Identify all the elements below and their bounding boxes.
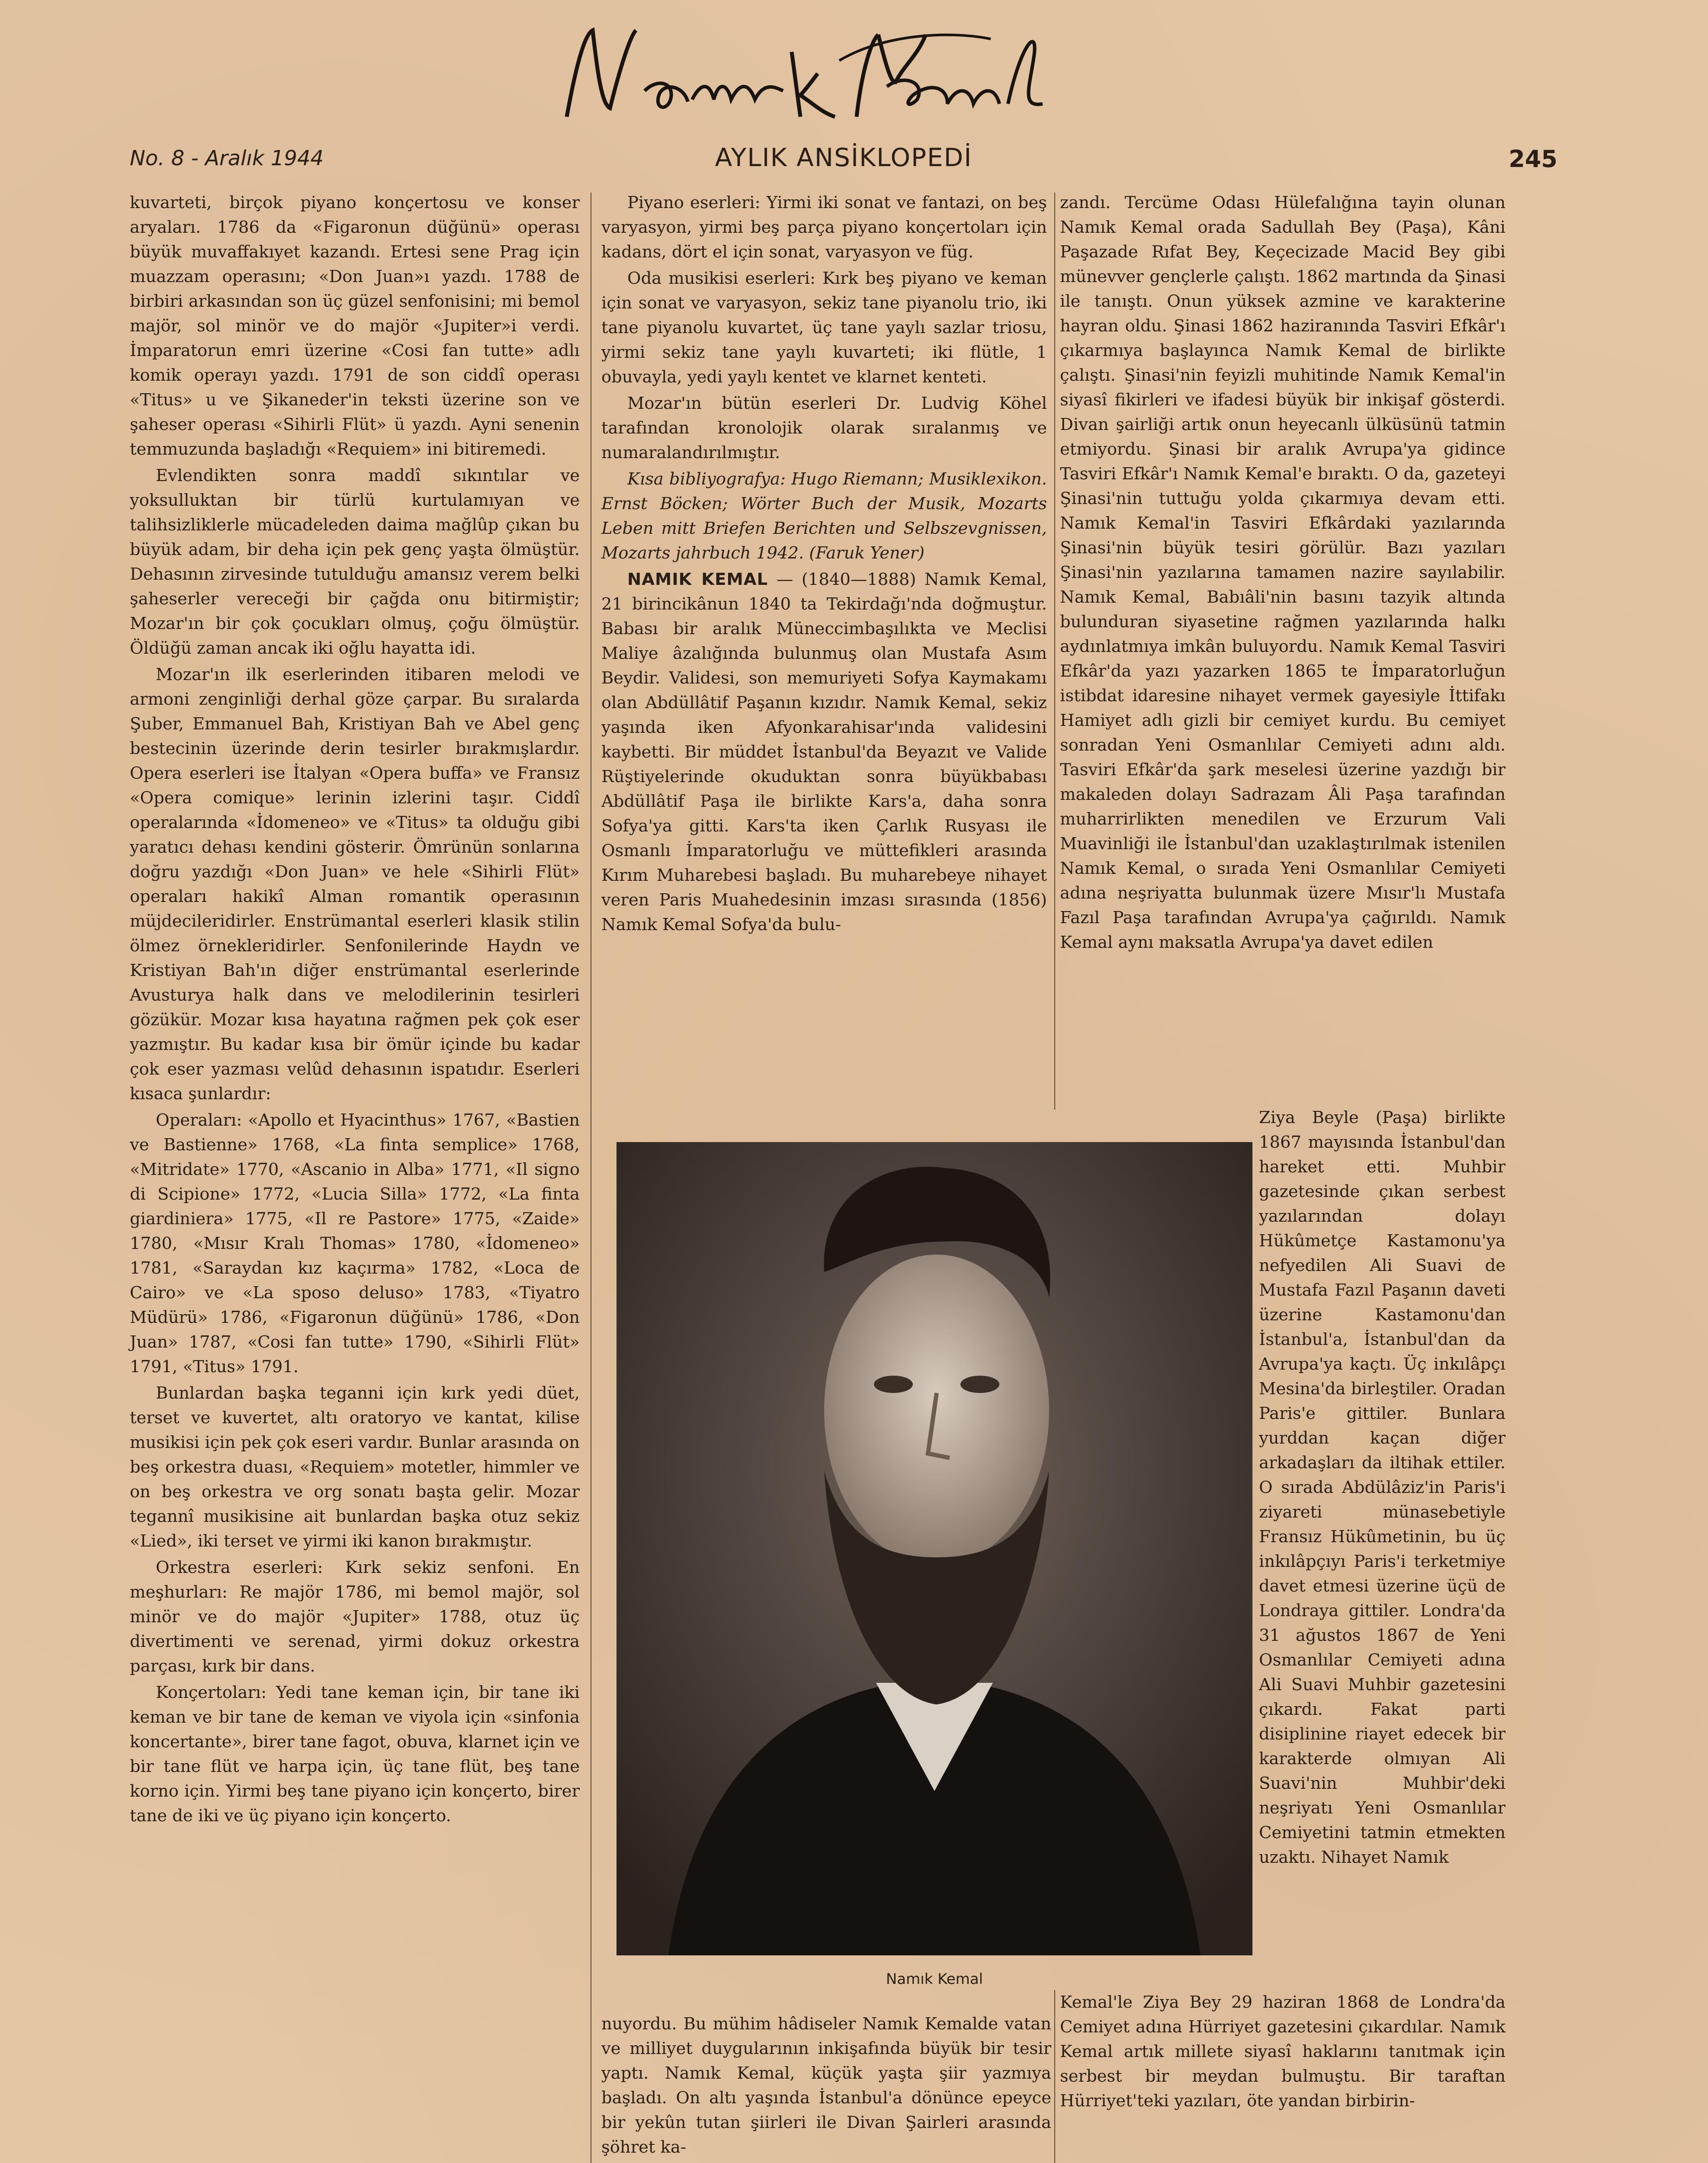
bibliography: Kısa bibliyografya: Hugo Riemann; Musiklexikon. Ernst Böcken; Wörter Buch der Musik, Mozarts Leben mitt Briefen Berichten und Selbszevgnissen, Mozarts jahrbuch 1942. (Faruk Yener) (601, 469, 1047, 563)
paragraph: Ziya Beyle (Paşa) birlikte 1867 mayısında İstanbul'dan hareket etti. Muhbir gazetesinde çıkan serbest yazılarından dolayı Hükûmetçe Kastamonu'ya nefyedilen Ali Suavi de Mustafa Fazıl Paşanın daveti üzerine Kastamonu'dan İstanbul'a, İstanbul'dan da Avrupa'ya kaçtı. Üç inkılâpçı Mesina'da birleştiler. Oradan Paris'e gittiler. Bunlara yurddan kaçan diğer arkadaşları da iltihak ettiler. O sırada Abdülâziz'in Paris'i ziyareti münasebetiyle Fransız Hükûmetinin, bu üç inkılâpçıyı Paris'i terketmiye davet etmesi üzerine üçü de Londraya gittiler. Londra'da 31 ağustos 1867 de Yeni Osmanlılar Cemiyeti adına Ali Suavi Muhbir gazetesini çıkardı. Fakat parti disiplinine riayet edecek bir karakterde olmıyan Ali Suavi'nin Muhbir'deki neşriyatı Yeni Osmanlılar Cemiyetini tatmin etmekten uzaktı. Nihayet Namık (1259, 1108, 1506, 1867)
paragraph: zandı. Tercüme Odası Hülefalığına tayin olunan Namık Kemal orada Sadullah Bey (Paşa), Kâni Paşazade Rıfat Bey, Keçecizade Macid Bey gibi münevver gençlerle çalıştı. 1862 martında da Şinasi ile tanıştı. Onun yüksek azmine ve karakterine hayran oldu. Şinasi 1862 haziranında Tasviri Efkâr'ı çıkarmıya başlayınca Namık Kemal de birlikte çalıştı. Şinasi'nin feyizli muhitinde Namık Kemal'in siyasî fikirleri ve ifadesi büyük bir inkişaf gösterdi. Divan şairliği artık onun heyecanlı ülküsünü tatmin etmiyordu. Şinasi bir aralık Avrupa'ya gidince Tasviri Efkâr'ı Namık Kemal'e bıraktı. O da, gazeteyi Şinasi'nin tuttuğu yolda çıkarmıya devam etti. Namık Kemal'in Tasviri Efkârdaki yazılarında Şinasi'nin büyük tesiri görülür. Bazı yazıları Şinasi'nin yazılarına tamamen nazire sayılabilir. Namık Kemal, Babıâli'nin basını tazyik altında bulunduran siyasetine rağmen yazılarında halkı aydınlatmıya imkân buluyordu. Namık Kemal Tasviri Efkâr'da yazı yazarken 1865 te İmparatorluğun istibdat idaresine nihayet vermek gayesiyle İttifakı Hamiyet adlı gizli bir cemiyet kurdu. Bu cemiyet sonradan Yeni Osmanlılar Cemiyeti adını aldı. Tasviri Efkâr'da şark meselesi üzerine yazdığı bir makaleden dolayı Sadrazam Âli Paşa tarafından muharrirlikten menedilen ve Erzurum Vali Muavinliği ile İstanbul'dan uzaklaştırılmak istenilen Namık Kemal, o sırada Yeni Osmanlılar Cemiyeti adına neşriyatta bulunmak üzere Mısır'lı Mustafa Fazıl Paşa tarafından Avrupa'ya çağırıldı. Namık Kemal aynı maksatla Avrupa'ya davet edilen (1060, 193, 1506, 952)
paragraph: Mozar'ın bütün eserleri Dr. Ludvig Köhel tarafından kronolojik olarak sıralanmış ve numaralandırılmıştır. (601, 394, 1047, 462)
issue-label: No. 8 - Aralık 1944 (130, 146, 324, 170)
paragraph: Orkestra eserleri: Kırk sekiz senfoni. En meşhurları: Re majör 1786, mi bemol majör, sol minör ve do majör «Jupiter» 1788, otuz üç divertimenti ve serenad, yirmi dokuz orkestra parçası, kırk bir dans. (130, 1558, 580, 1676)
page-number: 245 (1509, 145, 1557, 173)
paragraph: Evlendikten sonra maddî sıkıntılar ve yoksulluktan bir türlü kurtulamıyan ve talihsizliklerle mücadeleden daima mağlûp çıkan bu büyük adam, bir deha için pek genç yaşta ölmüştür. Dehasının zirvesinde tutulduğu amansız verem belki şaheserler vereceği bir çağda onu bitirmiştir; Mozar'ın bir çok çocukları olmuş, çoğu ölmüştür. Öldüğü zaman ancak iki oğlu hayatta idi. (130, 466, 580, 658)
article-text: Namık Kemal, 21 birincikânun 1840 ta Tekirdağı'nda doğmuştur. Babası bir aralık Müneccimbaşılıkta ve Meclisi Maliye âzalığında bulunmuş olan Mustafa Asım Beydir. Validesi, son memuriyeti Sofya Kaymakamı olan Abdüllâtif Paşanın kızıdır. Namık Kemal, sekiz yaşında iken Afyonkarahisar'ında validesini kaybetti. Bir müddet İstanbul'da Beyazıt ve Valide Rüştiyelerinde okuduktan sonra büyükbabası Abdüllâtif Paşa ile birlikte Kars'a, daha sonra Sofya'ya gitti. Kars'ta iken Çarlık Rusyası ile Osmanlı İmparatorluğu ve müttefikleri arasında Kırım Muharebesi başladı. Bu muharebeye nihayet veren Paris Muahedesinin imzası sırasında (1856) Namık Kemal Sofya'da bulu- (601, 570, 1047, 934)
portrait-image (616, 1142, 1252, 1955)
paragraph: Bunlardan başka teganni için kırk yedi düet, terset ve kuvertet, altı oratoryo ve kantat, kilise musikisi için pek çok eseri vardır. Bunlar arasında on beş orkestra duası, «Requiem» motetler, himmler ve on beş orkestra ve org sonatı başta gelir. Mozar tegannî musikisine ait bunlardan başka otuz sekiz «Lied», iki terset ve yirmi iki kanon bırakmıştır. (130, 1383, 580, 1551)
publication-title: AYLIK ANSİKLOPEDİ (715, 143, 973, 172)
paragraph: Operaları: «Apollo et Hyacinthus» 1767, «Bastien ve Bastienne» 1768, «La finta semplice» 1768, «Mitridate» 1770, «Ascanio in Alba» 1771, «Il signo di Scipione» 1772, «Lucia Silla» 1772, «La finta giardiniera» 1775, «Il re Pastore» 1775, «Zaide» 1780, «Mısır Kralı Thomas» 1780, «İdomeneo» 1781, «Saraydan kız kaçırma» 1782, «Loca de Cairo» ve «La sposo deluso» 1783, «Tiyatro Müdürü» 1786, «Figaronun düğünü» 1786, «Don Juan» 1787, «Cosi fan tutte» 1790, «Sihirli Flüt» 1791, «Titus» 1791. (130, 1110, 580, 1377)
paragraph: nuyordu. Bu mühim hâdiseler Namık Kemalde vatan ve milliyet duygularının inkişafında büyük bir tesir yaptı. Namık Kemal, küçük yaşta şiir yazmıya başladı. On altı yaşında İstanbul'a dönünce epeyce bir yekûn tutan şiirleri ile Divan Şairleri arasında şöhret ka- (601, 2014, 1051, 2157)
column-right-bottom (1060, 1990, 1506, 2113)
handwritten-signature (558, 17, 1060, 130)
article-dates: — (1840—1888) (776, 570, 916, 589)
paragraph: Mozar'ın ilk eserlerinden itibaren melodi ve armoni zenginliği derhal göze çarpar. Bu sıralarda Şuber, Emmanuel Bah, Kristiyan Bah ve Abel genç bestecinin üzerinde derin tesirler bırakmışlardır. Opera eserleri ise İtalyan «Opera buffa» ve Fransız «Opera comique» lerinin izlerini taşır. Ciddî operalarında «İdomeneo» ve «Titus» ta olduğu gibi yaratıcı dehası kendini gösterir. Ömrünün sonlarına doğru yazdığı «Don Juan» ve hele «Sihirli Flüt» operaları hakikî Alman romantik operasının müjdecileridirler. Enstrümantal eserleri klasik stilin ölmez örnekleridirler. Senfonilerinde Haydn ve Kristiyan Bah'ın diğer enstrümantal eserlerinde Avusturya halk dans ve melodilerinin tesirleri gözükür. Mozar kısa hayatına rağmen pek çok eser yazmıştır. Bu kadar kısa bir ömür içinde bu kadar çok eser yazması velûd dehasının ispatıdır. Eserleri kısaca şunlardır: (130, 665, 580, 1104)
paragraph: Piyano eserleri: Yirmi iki sonat ve fantazi, on beş varyasyon, yirmi beş parça piyano konçertoları için kadans, dört el için sonat, varyasyon ve füg. (601, 193, 1047, 262)
column-mozart (130, 190, 580, 2163)
paragraph: Oda musikisi eserleri: Kırk beş piyano ve keman için sonat ve varyasyon, sekiz tane piyanolu trio, iki tane piyanolu kuvartet, üç tane yaylı sazlar triosu, yirmi sekiz tane yaylı kuvarteti; iki flütle, 1 obuvayla, yedi yaylı kentet ve klarnet kenteti. (601, 269, 1047, 387)
paragraph: kuvarteti, birçok piyano konçertosu ve konser aryaları. 1786 da «Figaronun düğünü» operası büyük muvaffakıyet kazandı. Ertesi sene Prag için muazzam operasını; «Don Juan»ı yazdı. 1788 de birbiri arkasından son üç güzel senfonisini; mi bemol majör, sol minör ve do majör «Jupiter»i verdi. İmparatorun emri üzerine «Cosi fan tutte» adlı komik operayı yazdı. 1791 de son ciddî operası «Titus» u ve Şikaneder'in teksti üzerine son ve şaheser operası «Sihirli Flüt» ü yazdı. Ayni senenin temmuzunda başladığı «Requiem» ini bitiremedi. (130, 193, 580, 459)
paragraph: Kemal'le Ziya Bey 29 haziran 1868 de Londra'da Cemiyet adına Hürriyet gazetesini çıkardılar. Namık Kemal artık millete siyasî haklarını tanıtmak için serbest bir meydan bulmuştu. Bir taraftan Hürriyet'teki yazıları, öte yandan birbirin- (1060, 1993, 1506, 2111)
portrait-photo (616, 1142, 1252, 1955)
namik-kemal-article-start (601, 567, 1047, 937)
column-middle-bottom (601, 2012, 1051, 2160)
column-right (1060, 190, 1506, 956)
column-middle (601, 190, 1047, 939)
article-heading: NAMIK KEMAL (627, 570, 768, 589)
column-rule-2 (1054, 193, 1055, 1110)
page-header (130, 143, 1557, 182)
paragraph: Konçertoları: Yedi tane keman için, bir tane iki keman ve bir tane de keman ve viyola için «sinfonia koncertante», birer tane fagot, obuva, klarnet için ve bir tane flüt ve harpa için, üç tane flüt, beş tane korno için. Yirmi beş tane piyano için konçerto, birer tane de iki ve üç piyano için konçerto. (130, 1683, 580, 1826)
photo-caption: Namık Kemal (886, 1970, 983, 1988)
column-rule-3 (1054, 1990, 1055, 2163)
column-right-narrow (1259, 1105, 1506, 1870)
